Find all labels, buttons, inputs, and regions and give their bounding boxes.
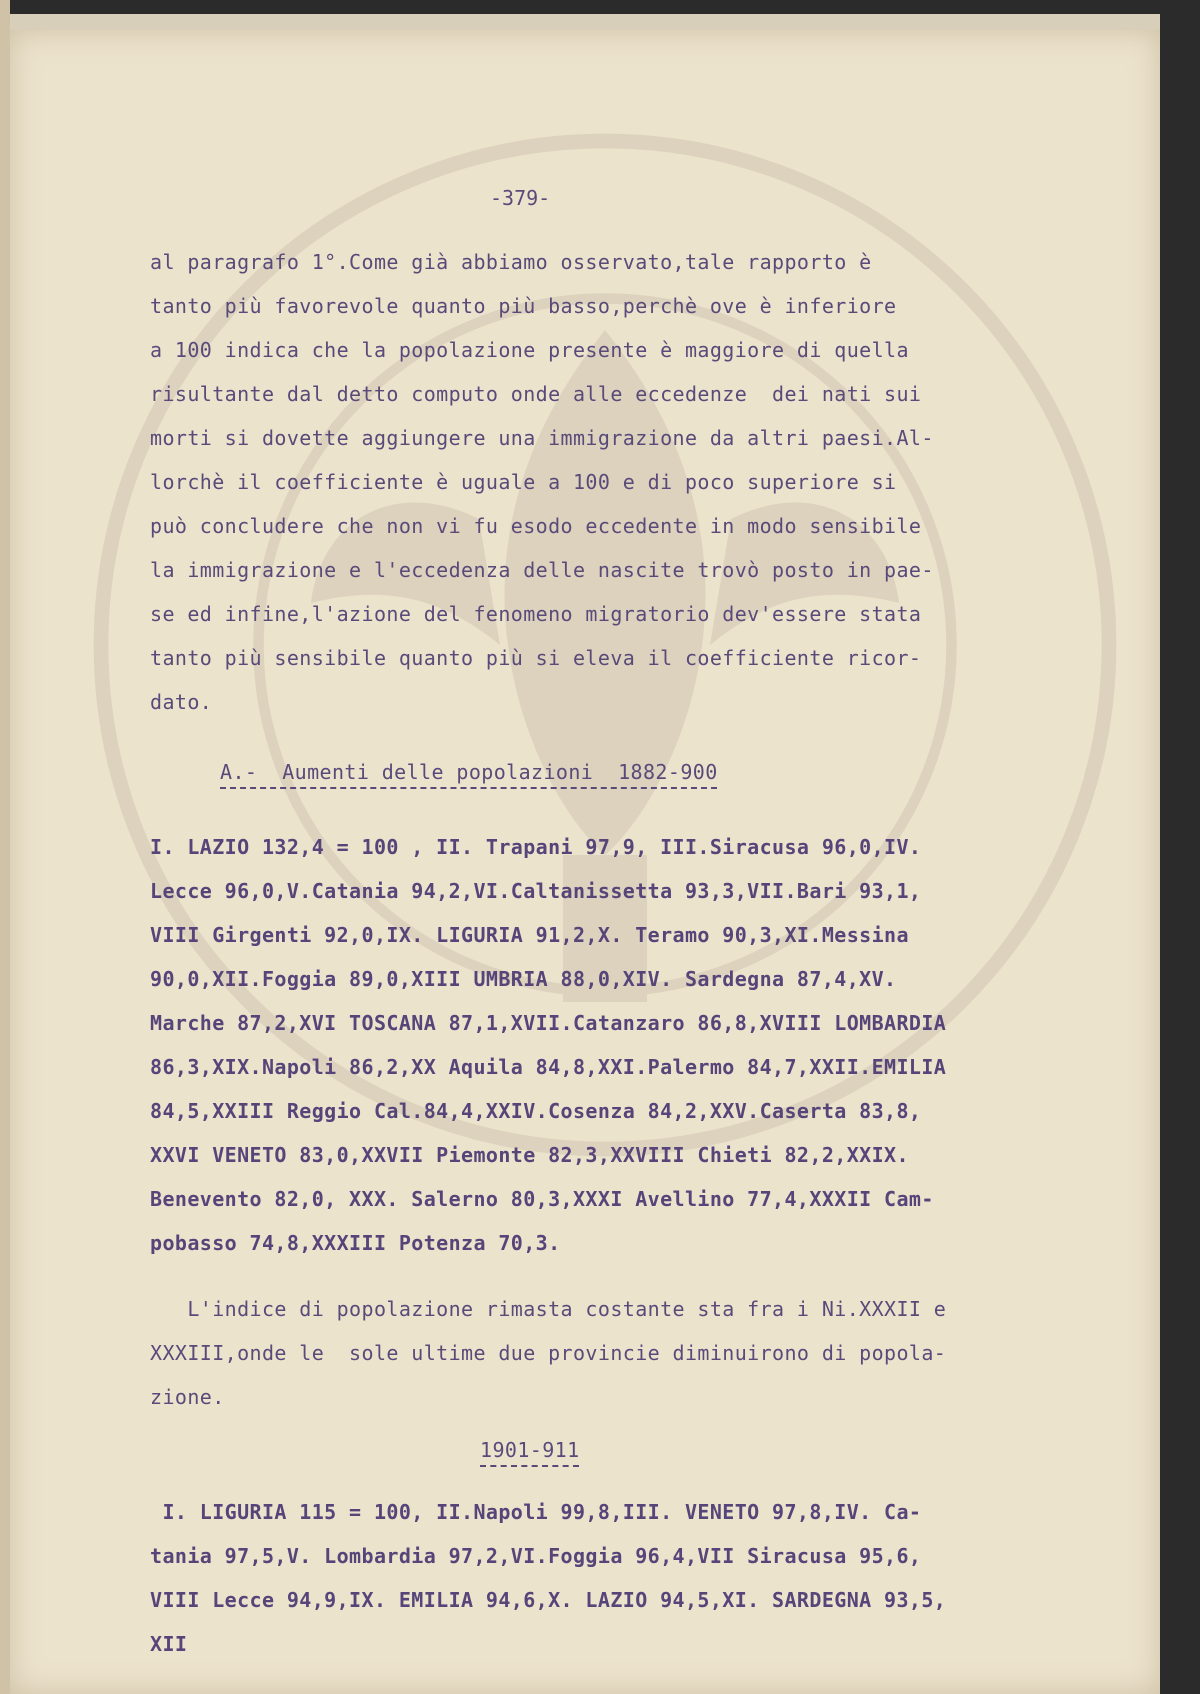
- text-line: I. LIGURIA 115 = 100, II.Napoli 99,8,III. VENETO 97,8,IV. Ca-: [150, 1500, 922, 1524]
- text-line: VIII Girgenti 92,0,IX. LIGURIA 91,2,X. Teramo 90,3,XI.Messina: [150, 923, 909, 947]
- text-line: tania 97,5,V. Lombardia 97,2,VI.Foggia 96,4,VII Siracusa 95,6,: [150, 1544, 922, 1568]
- text-line: tanto più sensibile quanto più si eleva il coefficiente ricor-: [150, 646, 922, 670]
- text-line: lorchè il coefficiente è uguale a 100 e di poco superiore si: [150, 470, 897, 494]
- text-line: Benevento 82,0, XXX. Salerno 80,3,XXXI Avellino 77,4,XXXII Cam-: [150, 1187, 934, 1211]
- page-number: -379-: [490, 186, 551, 210]
- text-line: XXVI VENETO 83,0,XXVII Piemonte 82,3,XXVIII Chieti 82,2,XXIX.: [150, 1143, 909, 1167]
- text-line: zione.: [150, 1385, 225, 1409]
- text-line: dato.: [150, 690, 213, 714]
- text-line: 84,5,XXIII Reggio Cal.84,4,XXIV.Cosenza 84,2,XXV.Caserta 83,8,: [150, 1099, 922, 1123]
- text-line: a 100 indica che la popolazione presente è maggiore di quella: [150, 338, 909, 362]
- left-page-edge: [0, 0, 10, 1694]
- text-line: I. LAZIO 132,4 = 100 , II. Trapani 97,9, III.Siracusa 96,0,IV.: [150, 835, 922, 859]
- text-line: risultante dal detto computo onde alle eccedenze dei nati sui: [150, 382, 922, 406]
- section-b-heading: 1901-911: [480, 1438, 580, 1462]
- document-sheet: [10, 30, 1160, 1694]
- text-line: Marche 87,2,XVI TOSCANA 87,1,XVII.Catanzaro 86,8,XVIII LOMBARDIA: [150, 1011, 947, 1035]
- text-line: al paragrafo 1°.Come già abbiamo osservato,tale rapporto è: [150, 250, 872, 274]
- section-a-heading: A.- Aumenti delle popolazioni 1882-900: [220, 760, 718, 784]
- text-line: Lecce 96,0,V.Catania 94,2,VI.Caltanissetta 93,3,VII.Bari 93,1,: [150, 879, 922, 903]
- text-line: può concludere che non vi fu esodo eccedente in modo sensibile: [150, 514, 922, 538]
- text-line: XII: [150, 1632, 188, 1656]
- text-line: morti si dovette aggiungere una immigrazione da altri paesi.Al-: [150, 426, 934, 450]
- text-line: VIII Lecce 94,9,IX. EMILIA 94,6,X. LAZIO 94,5,XI. SARDEGNA 93,5,: [150, 1588, 947, 1612]
- text-line: 86,3,XIX.Napoli 86,2,XX Aquila 84,8,XXI.Palermo 84,7,XXII.EMILIA: [150, 1055, 947, 1079]
- text-line: se ed infine,l'azione del fenomeno migratorio dev'essere stata: [150, 602, 922, 626]
- text-line: 90,0,XII.Foggia 89,0,XIII UMBRIA 88,0,XIV. Sardegna 87,4,XV.: [150, 967, 897, 991]
- text-line: L'indice di popolazione rimasta costante sta fra i Ni.XXXII e: [150, 1297, 947, 1321]
- text-line: XXXIII,onde le sole ultime due provincie diminuirono di popola-: [150, 1341, 947, 1365]
- text-line: la immigrazione e l'eccedenza delle nascite trovò posto in pae-: [150, 558, 934, 582]
- text-line: pobasso 74,8,XXXIII Potenza 70,3.: [150, 1231, 561, 1255]
- text-line: tanto più favorevole quanto più basso,perchè ove è inferiore: [150, 294, 897, 318]
